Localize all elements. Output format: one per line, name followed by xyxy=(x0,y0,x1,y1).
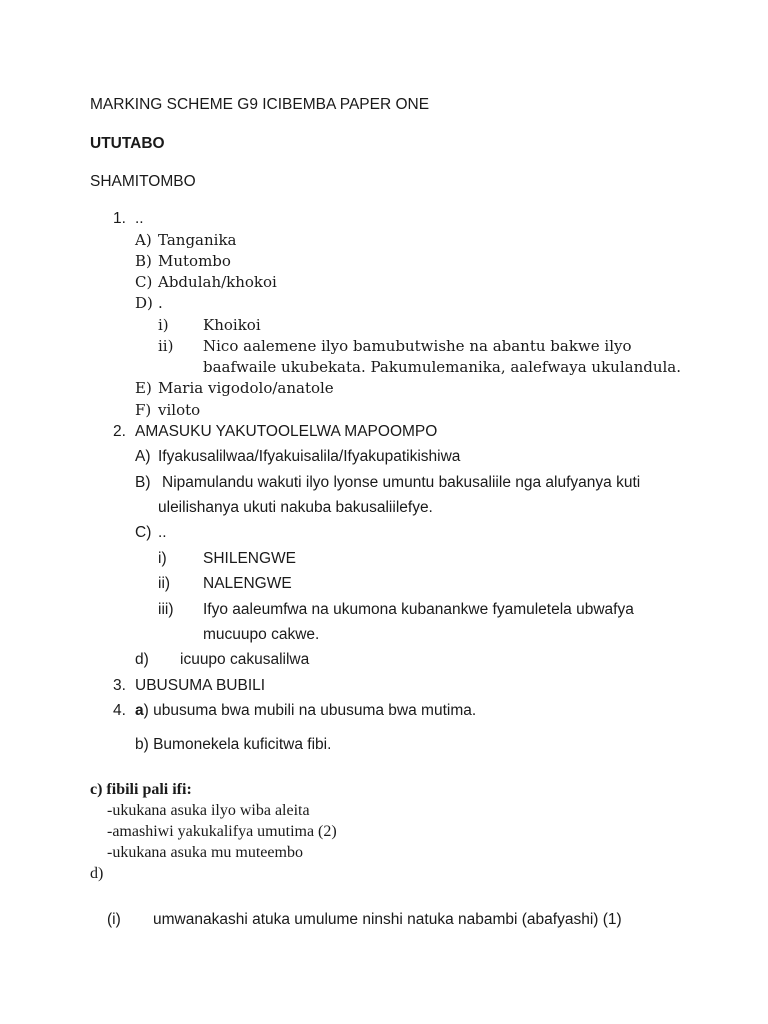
part-d-i-text: umwanakashi atuka umulume ninshi natuka nabambi (abafyashi) (1) xyxy=(153,911,622,928)
q2-a-label: A) xyxy=(135,448,151,465)
q1-d-ii-text-line2: baafwaile ukubekata. Pakumulemanika, aalefwaya ukulandula. xyxy=(203,358,682,376)
q1-d-text: . xyxy=(158,294,163,312)
q2-text: AMASUKU YAKUTOOLELWA MAPOOMPO xyxy=(135,423,438,440)
q2-number: 2. xyxy=(113,423,126,440)
q2-a-text: Ifyakusalilwaa/Ifyakuisalila/Ifyakupatikishiwa xyxy=(158,448,461,465)
subsection-heading: SHAMITOMBO xyxy=(90,173,196,190)
q1-number: 1. xyxy=(113,210,126,227)
q2-d-text: icuupo cakusalilwa xyxy=(180,651,310,668)
part-c-heading: c) fibili pali ifi: xyxy=(90,781,192,798)
q1-e-label: E) xyxy=(135,379,152,397)
q3-number: 3. xyxy=(113,677,126,694)
q2-c-text: .. xyxy=(158,524,167,541)
q1-text: .. xyxy=(135,210,144,227)
q2-c-ii-text: NALENGWE xyxy=(203,575,292,592)
part-c-line1: -ukukana asuka ilyo wiba aleita xyxy=(107,802,310,819)
q2-c-ii-label: ii) xyxy=(158,575,171,592)
q1-f-text: viloto xyxy=(158,401,201,419)
q2-b-label: B) xyxy=(135,474,151,491)
part-c-line3: -ukukana asuka mu muteembo xyxy=(107,844,303,861)
part-d-label: d) xyxy=(90,865,104,882)
q1-a-text: Tanganika xyxy=(158,231,237,249)
q1-d-label: D) xyxy=(135,294,153,312)
q1-e-text: Maria vigodolo/anatole xyxy=(158,379,334,397)
q1-c-label: C) xyxy=(135,273,153,291)
q4-number: 4. xyxy=(113,702,126,719)
q1-f-label: F) xyxy=(135,401,152,419)
q4-a-label: a xyxy=(135,702,144,719)
document-title: MARKING SCHEME G9 ICIBEMBA PAPER ONE xyxy=(90,96,430,113)
q4-b-text: b) Bumonekela kuficitwa fibi. xyxy=(135,736,332,753)
q2-c-iii-label: iii) xyxy=(158,601,174,618)
section-heading: UTUTABO xyxy=(90,135,165,152)
q2-c-i-label: i) xyxy=(158,550,167,567)
part-c-line2: -amashiwi yakukalifya umutima (2) xyxy=(107,823,337,840)
q1-a-label: A) xyxy=(135,231,152,249)
q2-c-iii-text-line2: mucuupo cakwe. xyxy=(203,626,320,643)
q1-d-ii-text-line1: Nico aalemene ilyo bamubutwishe na abantu bakwe ilyo xyxy=(203,337,632,355)
q2-c-iii-text-line1: Ifyo aaleumfwa na ukumona kubanankwe fyamuletela ubwafya xyxy=(203,601,634,618)
q3-text: UBUSUMA BUBILI xyxy=(135,677,266,694)
part-d-i-label: (i) xyxy=(107,911,121,928)
q1-d-ii-label: ii) xyxy=(158,337,174,355)
q1-d-i-text: Khoikoi xyxy=(203,316,261,334)
q2-b-text-line2: uleilishanya ukuti nakuba bakusaliilefye. xyxy=(158,499,433,516)
q2-c-i-text: SHILENGWE xyxy=(203,550,297,567)
q2-b-text-line1: Nipamulandu wakuti ilyo lyonse umuntu bakusaliile nga alufyanya kuti xyxy=(162,474,641,491)
q2-d-label: d) xyxy=(135,651,149,668)
q1-b-label: B) xyxy=(135,252,152,270)
q1-b-text: Mutombo xyxy=(158,252,231,270)
q4-a-text: ) ubusuma bwa mubili na ubusuma bwa mutima. xyxy=(143,702,477,719)
q1-d-i-label: i) xyxy=(158,316,169,334)
q2-c-label: C) xyxy=(135,524,152,541)
q4-a-line xyxy=(135,701,476,721)
q1-c-text: Abdulah/khokoi xyxy=(158,273,277,291)
